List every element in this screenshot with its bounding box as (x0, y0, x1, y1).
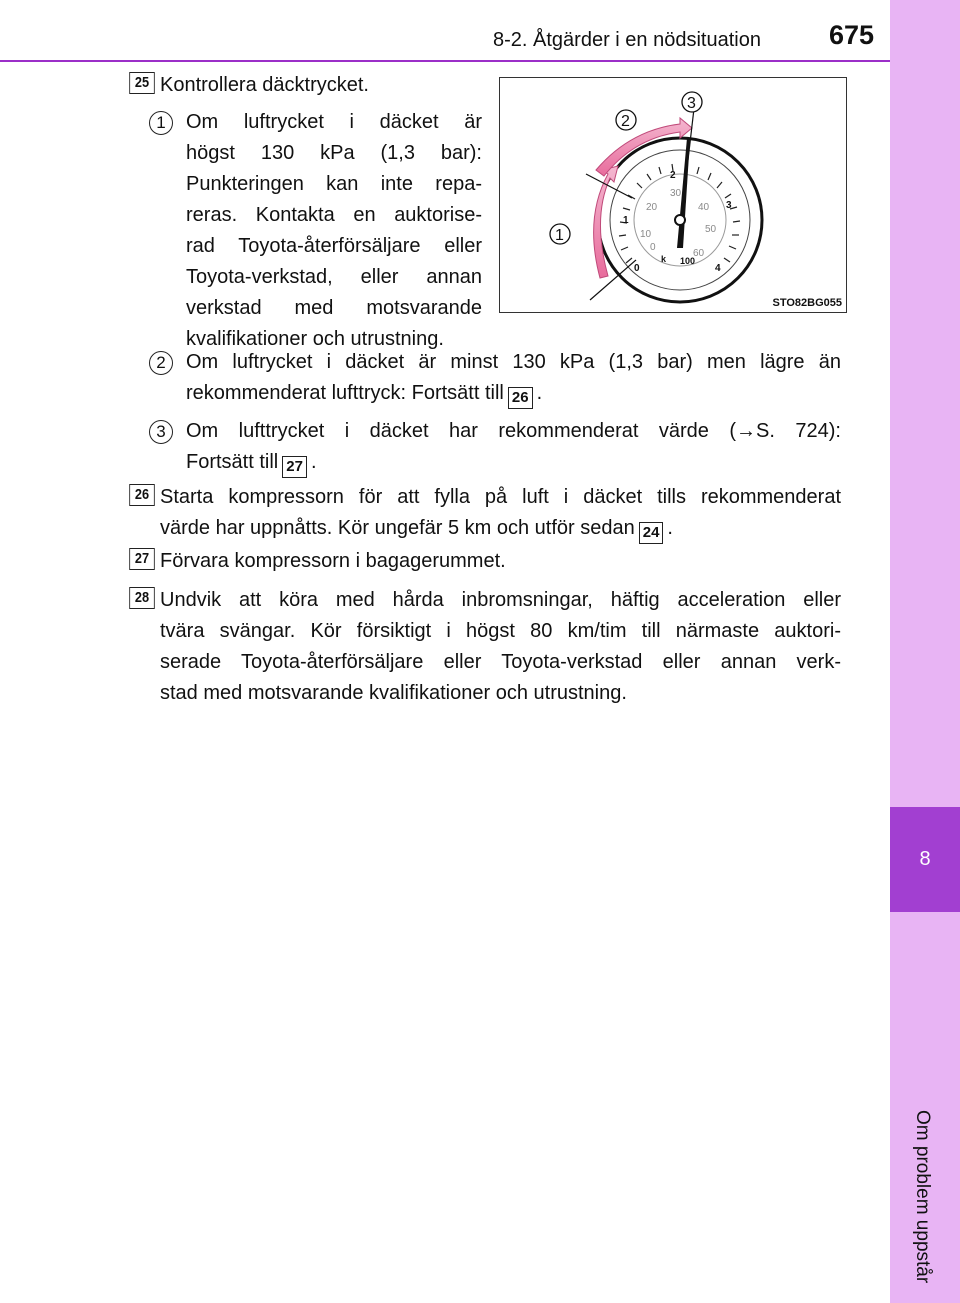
sub-2-line: rekommenderat lufttryck: Fortsätt till 26 . (186, 378, 841, 409)
callout-1: 1 (555, 227, 564, 244)
gauge-label: 40 (698, 202, 710, 213)
step-26-line: värde har uppnåtts. Kör ungefär 5 km och utför sedan 24 . (160, 513, 841, 544)
section-title: 8-2. Åtgärder i en nödsituation (493, 29, 761, 51)
page-number: 675 (829, 20, 875, 50)
step-box-25: 25 (129, 72, 155, 94)
gauge-label: 20 (646, 202, 658, 213)
step-box-26: 26 (129, 484, 155, 506)
sub-1-line: Om luftrycket i däcket är (186, 111, 482, 133)
sub-1-line: Toyota-verkstad, eller annan (186, 266, 482, 288)
gauge-label: 4 (715, 263, 721, 274)
gauge-label: 0 (650, 242, 656, 253)
chapter-label-text: Om problem uppstår (912, 1110, 933, 1284)
gauge-label: 0 (634, 263, 640, 274)
step-28-text (160, 585, 841, 709)
circled-number-1: 1 (149, 111, 173, 135)
header-rule (0, 60, 890, 62)
gauge-label: 50 (705, 224, 717, 235)
gauge-label: 30 (670, 188, 682, 199)
step-26-line: Starta kompressorn för att fylla på luft i däcket tills rekommenderat (160, 486, 841, 508)
step-25-text: Kontrollera däcktrycket. (160, 74, 369, 96)
chapter-number: 8 (919, 848, 931, 870)
gauge-label: 3 (726, 200, 732, 211)
sub-1-line: kvalifikationer och utrustning. (186, 328, 444, 350)
sub-1-text (186, 107, 482, 355)
callout-2: 2 (621, 113, 630, 130)
gauge-label: 60 (693, 248, 705, 259)
sub-2-text (186, 347, 841, 409)
sub-2-line: Om luftrycket i däcket är minst 130 kPa (1,3 bar) men lägre än (186, 351, 841, 373)
step-28-line: serade Toyota-återförsäljare eller Toyota-verkstad eller annan verk- (160, 651, 841, 673)
step-28-line: Undvik att köra med hårda inbromsningar, häftig acceleration eller (160, 589, 841, 611)
circled-number-3: 3 (149, 420, 173, 444)
sub-1-line: rad Toyota-återförsäljare eller (186, 235, 482, 257)
gauge-label: 100 (680, 256, 696, 266)
sub-1-line: verkstad med motsvarande (186, 297, 482, 319)
sub-3-line: Om lufttrycket i däcket har rekommenderat värde (→S. 724): (186, 420, 841, 442)
chapter-tab[interactable] (890, 807, 960, 912)
side-tab (890, 0, 960, 1303)
pressure-gauge-figure (499, 77, 847, 313)
ref-box-24[interactable]: 24 (639, 522, 664, 544)
gauge-label: 1 (623, 215, 629, 226)
step-box-27: 27 (129, 548, 155, 570)
step-26-text (160, 482, 841, 544)
ref-box-26[interactable]: 26 (508, 387, 533, 409)
sub-3-line: Fortsätt till 27 . (186, 447, 841, 478)
sub-1-line: Punkteringen kan inte repa- (186, 173, 482, 195)
gauge-label: 2 (670, 170, 676, 181)
sub-1-line: reras. Kontakta en auktorise- (186, 204, 482, 226)
step-28-line: tvära svängar. Kör försiktigt i högst 80 km/tim till närmaste auktori- (160, 620, 841, 642)
gauge-unit: k (661, 254, 667, 264)
figure-code: STO82BG055 (772, 297, 842, 309)
callout-3: 3 (687, 95, 696, 112)
step-box-28: 28 (129, 587, 155, 609)
gauge-label: 10 (640, 229, 652, 240)
step-27-text: Förvara kompressorn i bagagerummet. (160, 550, 506, 572)
step-28-line: stad med motsvarande kvalifikationer och utrustning. (160, 682, 627, 704)
ref-box-27[interactable]: 27 (282, 456, 307, 478)
circled-number-2: 2 (149, 351, 173, 375)
pressure-gauge-illustration (500, 78, 845, 311)
sub-1-line: högst 130 kPa (1,3 bar): (186, 142, 482, 164)
sub-3-text (186, 416, 841, 478)
